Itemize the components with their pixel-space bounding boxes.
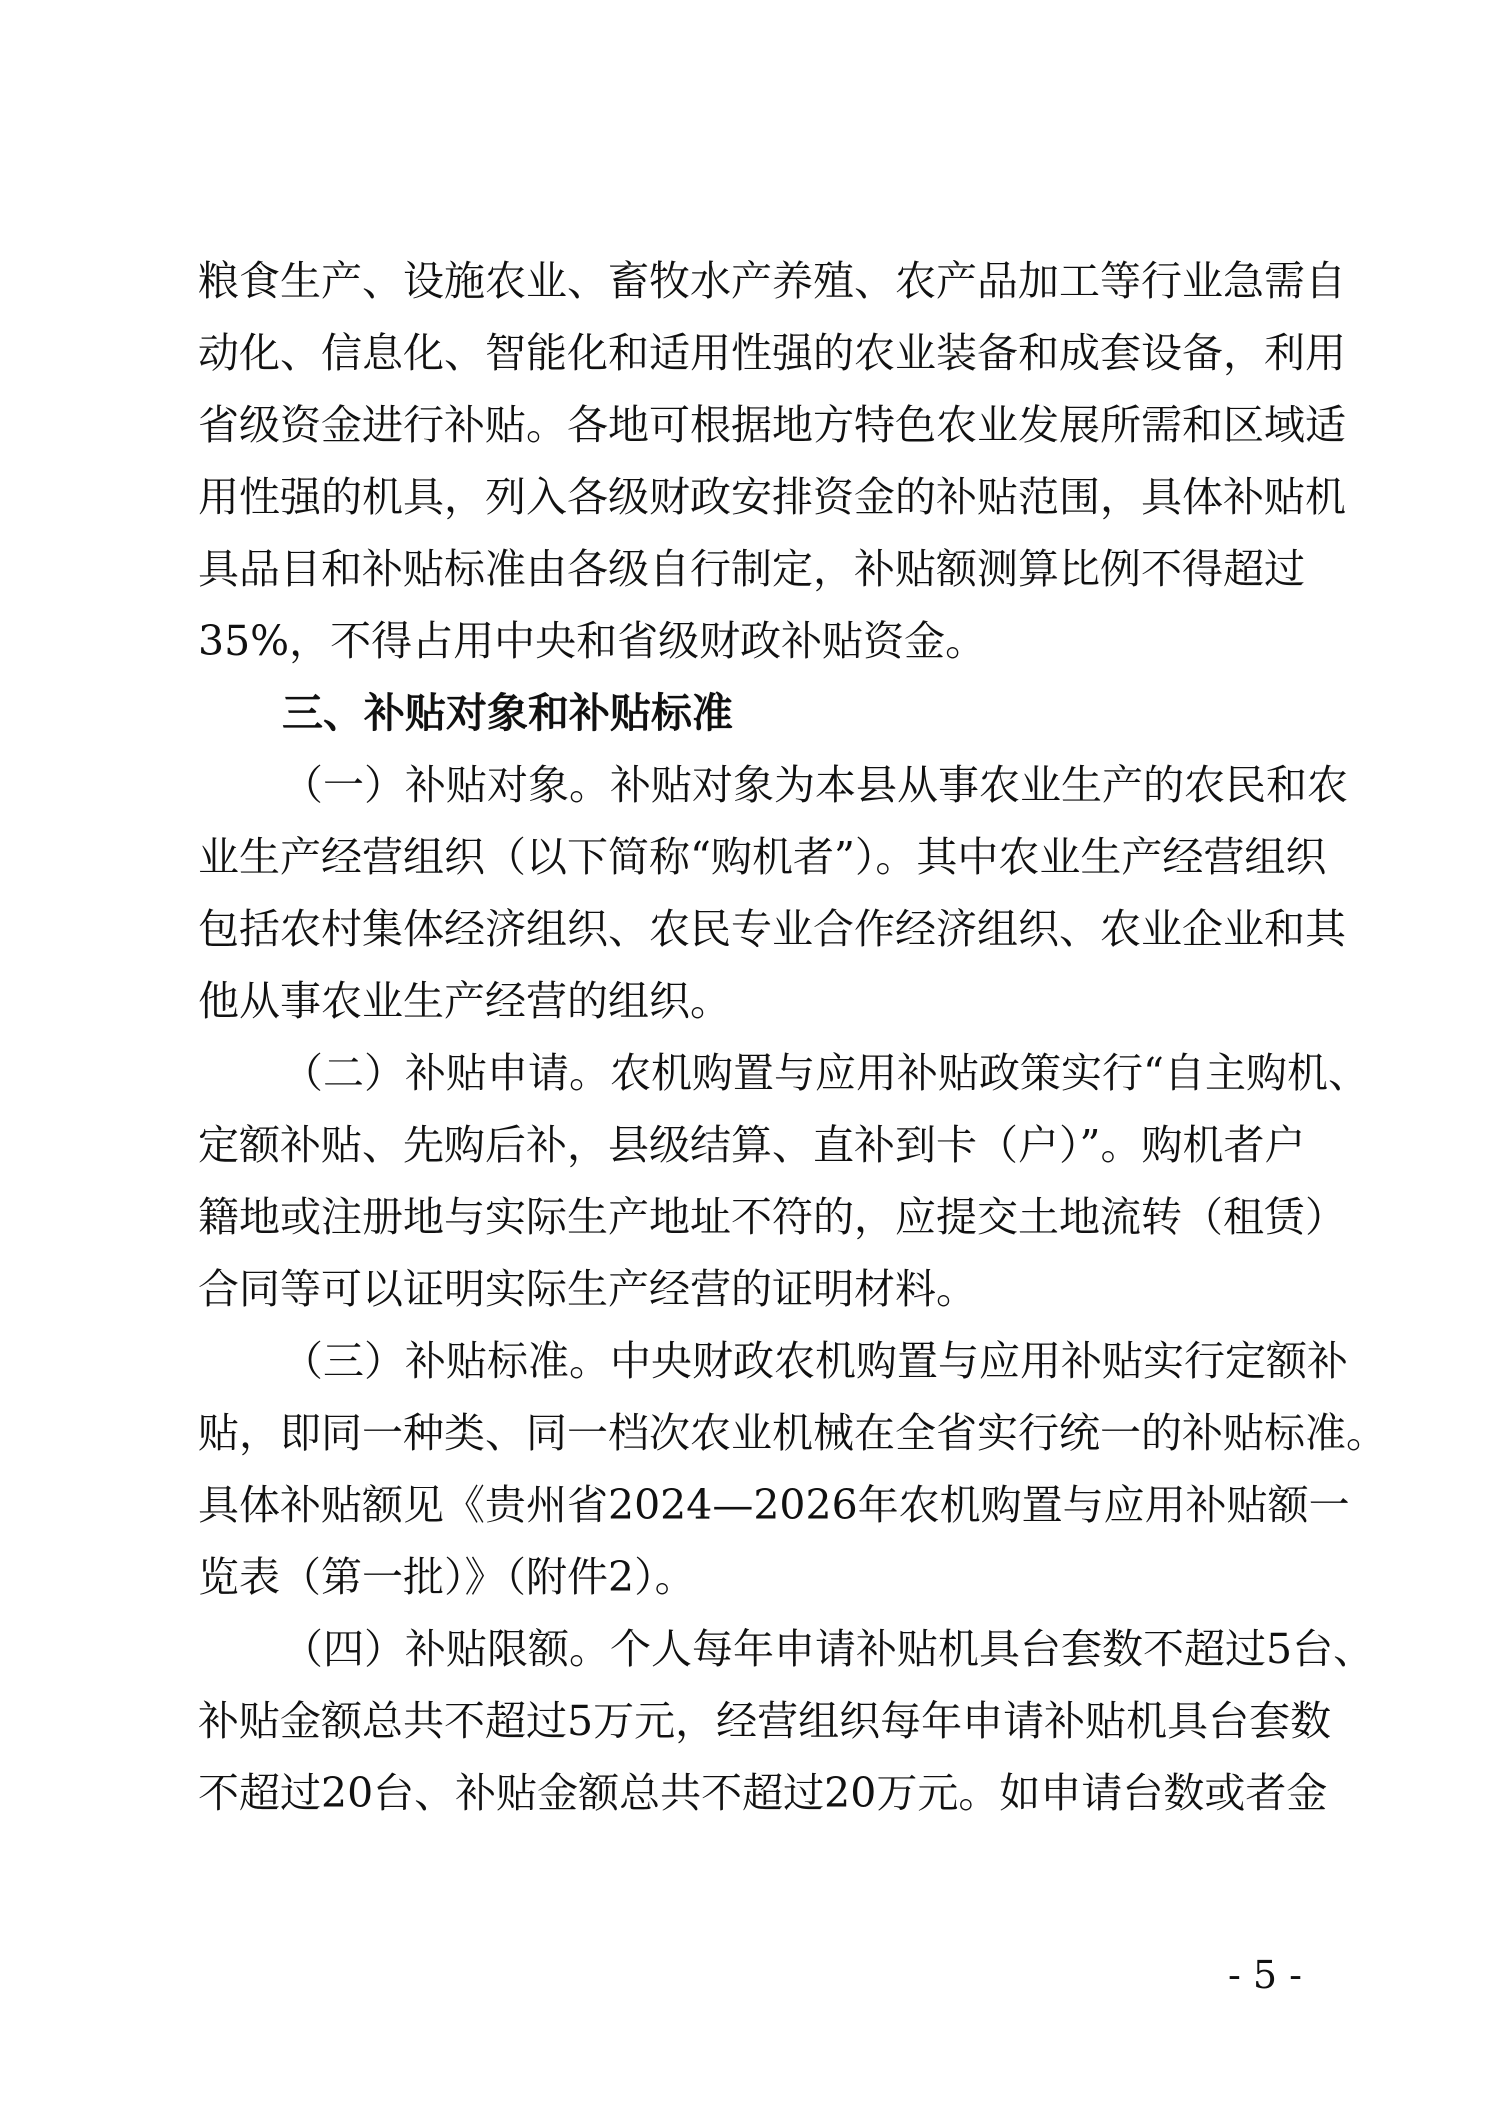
paragraph-first-line: （二）补贴申请。农机购置与应用补贴政策实行“自主购机、 [282, 1049, 1369, 1097]
body-text-line: 省级资金进行补贴。各地可根据地方特色农业发展所需和区域适 [198, 401, 1346, 449]
body-text-line: 他从事农业生产经营的组织。 [198, 977, 731, 1025]
page-number: - 5 - [1227, 1953, 1302, 1997]
body-text-line: 包括农村集体经济组织、农民专业合作经济组织、农业企业和其 [198, 905, 1346, 953]
paragraph-first-line: （三）补贴标准。中央财政农机购置与应用补贴实行定额补 [282, 1337, 1348, 1385]
body-text-line: 不超过20台、补贴金额总共不超过20万元。如申请台数或者金 [198, 1769, 1328, 1817]
paragraph-first-line: （一）补贴对象。补贴对象为本县从事农业生产的农民和农 [282, 761, 1348, 809]
body-text-line: 籍地或注册地与实际生产地址不符的，应提交土地流转（租赁） [198, 1193, 1346, 1241]
body-text-line: 用性强的机具，列入各级财政安排资金的补贴范围，具体补贴机 [198, 473, 1346, 521]
body-text-line: 览表（第一批）》（附件2）。 [198, 1553, 696, 1601]
body-text-line: 补贴金额总共不超过5万元，经营组织每年申请补贴机具台套数 [198, 1697, 1332, 1745]
body-text-line: 合同等可以证明实际生产经营的证明材料。 [198, 1265, 977, 1313]
body-text-line: 定额补贴、先购后补，县级结算、直补到卡（户）”。购机者户 [198, 1121, 1306, 1169]
body-text-line: 具体补贴额见《贵州省2024—2026年农机购置与应用补贴额一 [198, 1481, 1350, 1529]
body-text-line: 业生产经营组织（以下简称“购机者”）。其中农业生产经营组织 [198, 833, 1327, 881]
body-text-line: 35%，不得占用中央和省级财政补贴资金。 [198, 617, 987, 665]
paragraph-first-line: （四）补贴限额。个人每年申请补贴机具台套数不超过5台、 [282, 1625, 1375, 1673]
body-text-line: 动化、信息化、智能化和适用性强的农业装备和成套设备，利用 [198, 329, 1346, 377]
body-text-line: 具品目和补贴标准由各级自行制定，补贴额测算比例不得超过 [198, 545, 1305, 593]
section-heading: 三、补贴对象和补贴标准 [282, 689, 733, 737]
body-text-line: 粮食生产、设施农业、畜牧水产养殖、农产品加工等行业急需自 [198, 257, 1346, 305]
body-text-line: 贴，即同一种类、同一档次农业机械在全省实行统一的补贴标准。 [198, 1409, 1387, 1457]
